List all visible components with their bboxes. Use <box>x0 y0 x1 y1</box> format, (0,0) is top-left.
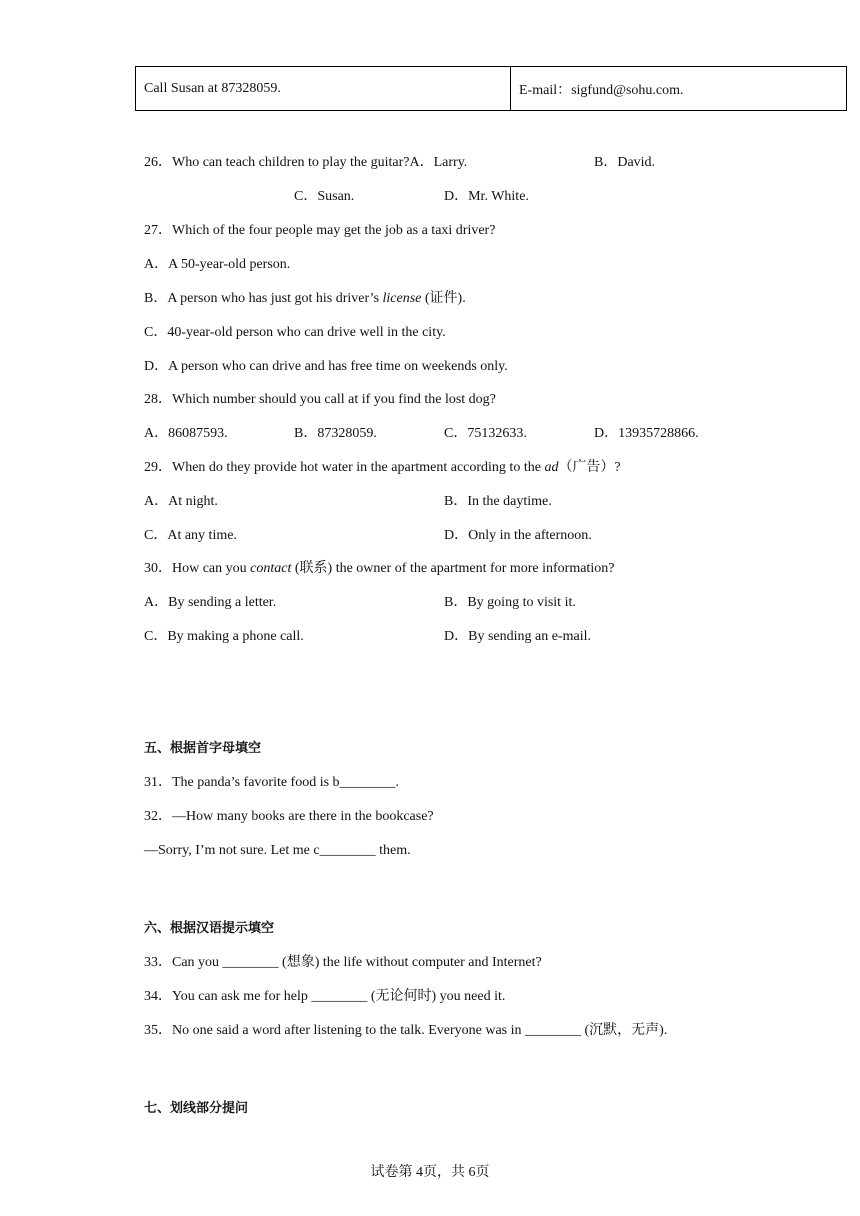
question-29-stem <box>144 459 621 477</box>
question-28-option-c: C．75132633. <box>444 426 527 441</box>
question-27-option-b-italic: license <box>382 291 422 306</box>
question-26-option-b: B．David. <box>594 155 656 170</box>
question-30-option-b: B．By going to visit it. <box>444 595 576 610</box>
question-30-option-c: C．By making a phone call. <box>144 629 304 644</box>
section-5-heading: 五、根据首字母填空 <box>144 741 262 756</box>
question-34: 34．You can ask me for help ________ (无论何时) you need it. <box>144 989 506 1004</box>
question-30-stem-text: 30．How can you <box>144 561 251 576</box>
question-27-stem: 27．Which of the four people may get the job as a taxi driver? <box>144 223 496 238</box>
question-32-line-1: 32．—How many books are there in the bookcase? <box>144 809 434 824</box>
page-footer: 试卷第 4页，共 6页 <box>370 1165 490 1180</box>
question-29-option-b: B．In the daytime. <box>444 494 552 509</box>
question-27-option-c: C．40-year-old person who can drive well in the city. <box>144 325 446 340</box>
question-32-line-2: —Sorry, I’m not sure. Let me c________ them. <box>144 843 411 858</box>
info-table <box>135 66 847 111</box>
question-26-stem: 26．Who can teach children to play the guitar? <box>144 155 410 170</box>
question-33: 33．Can you ________ (想象) the life without computer and Internet? <box>144 955 542 970</box>
question-30-option-a: A．By sending a letter. <box>144 595 277 610</box>
question-30-stem <box>144 560 614 578</box>
question-28-option-d: D．13935728866. <box>594 426 699 441</box>
question-27-option-b-gloss: (证件). <box>421 291 466 306</box>
question-27-option-d: D．A person who can drive and has free time on weekends only. <box>144 359 508 374</box>
question-29-stem-gloss: （广告）? <box>558 460 621 475</box>
question-35: 35．No one said a word after listening to the talk. Everyone was in ________ (沉默，无声). <box>144 1023 668 1038</box>
question-28-stem: 28．Which number should you call at if you find the lost dog? <box>144 392 496 407</box>
question-29-stem-italic: ad <box>544 460 559 475</box>
question-31: 31．The panda’s favorite food is b________. <box>144 775 400 790</box>
question-28-option-b: B．87328059. <box>294 426 377 441</box>
table-cell-phone: Call Susan at 87328059. <box>136 67 511 111</box>
question-29-option-a: A．At night. <box>144 494 218 509</box>
question-30-stem-gloss: (联系) the owner of the apartment for more information? <box>291 561 615 576</box>
question-29-option-d: D．Only in the afternoon. <box>444 528 592 543</box>
question-27-option-b <box>144 290 466 308</box>
question-30-option-d: D．By sending an e-mail. <box>444 629 591 644</box>
question-26-option-d: D．Mr. White. <box>444 189 529 204</box>
question-27-option-b-text: B．A person who has just got his driver’s <box>144 291 383 306</box>
table-cell-email: E-mail：sigfund@sohu.com. <box>511 67 847 111</box>
section-6-heading: 六、根据汉语提示填空 <box>144 921 275 936</box>
section-7-heading: 七、划线部分提问 <box>144 1101 249 1116</box>
question-26-option-c: C．Susan. <box>294 189 355 204</box>
question-30-stem-italic: contact <box>250 561 292 576</box>
question-28-option-a: A．86087593. <box>144 426 228 441</box>
question-27-option-a: A．A 50-year-old person. <box>144 257 291 272</box>
question-29-option-c: C．At any time. <box>144 528 237 543</box>
question-26 <box>144 154 467 172</box>
question-29-stem-text: 29．When do they provide hot water in the apartment according to the <box>144 460 545 475</box>
question-26-option-a: A．Larry. <box>409 155 468 170</box>
